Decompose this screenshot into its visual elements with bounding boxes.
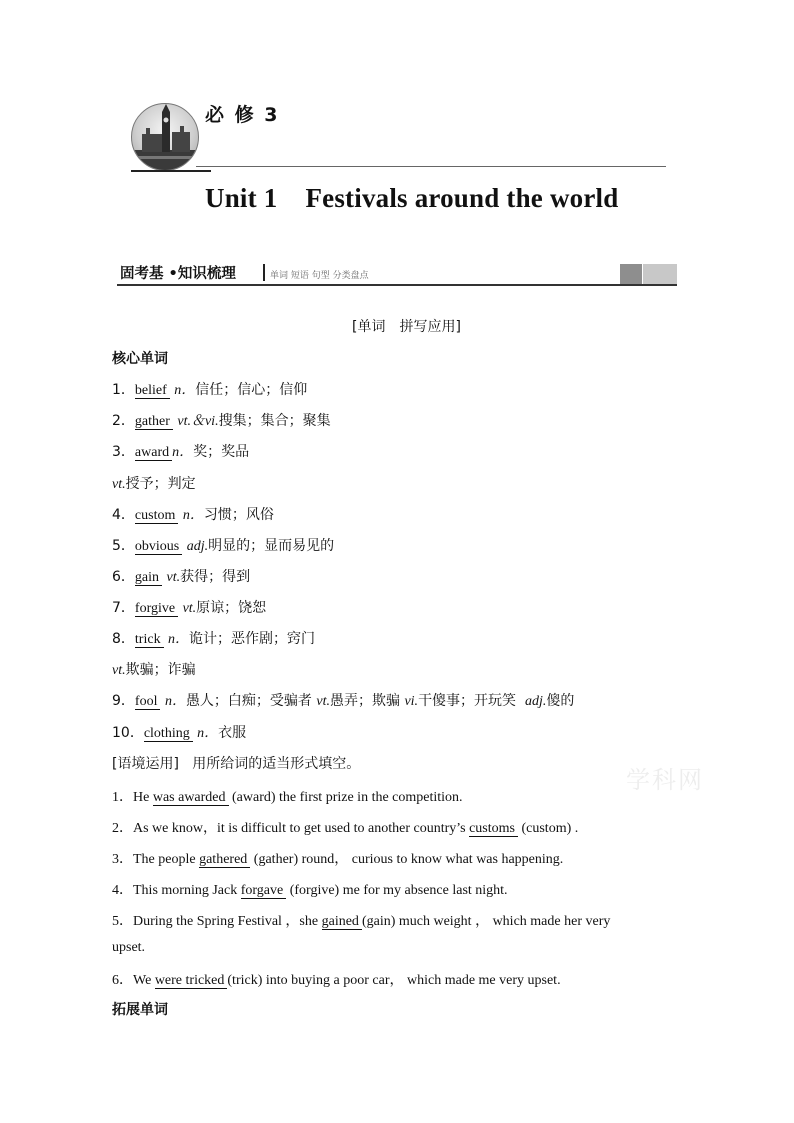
expand-words-heading: 拓展单词 xyxy=(112,1002,168,1018)
list-item: 6．gain vt.获得；得到 xyxy=(112,569,251,585)
header-rule-accent xyxy=(131,170,211,172)
context-heading: [语境运用] xyxy=(112,756,179,772)
exercise-row-continued: upset. xyxy=(112,940,146,955)
list-item: 10．clothing n．衣服 xyxy=(112,725,247,741)
answer: forgave xyxy=(241,883,287,899)
list-item: 9．fool n．愚人；白痴；受骗者 vt.愚弄；欺骗 vi.干傻事；开玩笑 adj.傻的 xyxy=(112,693,575,709)
exercise-row: 5．During the Spring Festival ，she gained(gain) much weight ， which made her very xyxy=(112,914,611,929)
context-heading-row xyxy=(112,753,360,773)
subsection-title: [单词 拼写应用] xyxy=(352,319,461,335)
section-bar xyxy=(117,262,677,286)
page-title xyxy=(205,183,618,214)
answer: customs xyxy=(469,821,518,837)
header-rule xyxy=(196,166,666,167)
list-item: 3．award n．奖；奖品 xyxy=(112,444,250,460)
unit-number: Unit 1 xyxy=(205,183,278,213)
section-subtitle: 单词 短语 句型 分类盘点 xyxy=(270,271,369,281)
list-item: 1．belief n．信任；信心；信仰 xyxy=(112,382,308,398)
list-item: 8．trick n．诡计；恶作剧；窍门 xyxy=(112,631,316,647)
list-item: vt.授予；判定 xyxy=(112,476,196,492)
unit-name: Festivals around the world xyxy=(305,183,619,213)
section-title: 固考基 •知识梳理 xyxy=(120,266,236,282)
exercise-row: 4．This morning Jack forgave (forgive) me for my absence last night. xyxy=(112,883,508,898)
list-item: 4．custom n．习惯；风俗 xyxy=(112,507,274,523)
core-words-heading: 核心单词 xyxy=(112,351,168,367)
context-instruction: 用所给词的适当形式填空。 xyxy=(192,756,361,772)
exercise-row: 6．We were tricked (trick) into buying a poor car， which made me very upset. xyxy=(112,973,561,988)
exercise-row: 3．The people gathered (gather) round， curious to know what was happening. xyxy=(112,852,564,867)
exercise-row: 2．As we know，it is difficult to get used to another country’s customs (custom) . xyxy=(112,821,579,836)
book-label: 必 修 3 xyxy=(205,104,280,126)
list-item: 5．obvious adj.明显的；显而易见的 xyxy=(112,538,335,554)
section-block-dark xyxy=(620,264,642,284)
section-divider xyxy=(263,264,265,281)
section-block-light xyxy=(643,264,677,284)
answer: gathered xyxy=(199,852,250,868)
watermark: 学科网 xyxy=(626,766,704,794)
exercise-row: 1．He was awarded (award) the first prize in the competition. xyxy=(112,790,463,805)
answer: gained xyxy=(322,914,362,930)
answer: was awarded xyxy=(153,790,229,806)
answer: were tricked xyxy=(155,973,228,989)
list-item: vt.欺骗；诈骗 xyxy=(112,662,196,678)
list-item: 7．forgive vt.原谅；饶恕 xyxy=(112,600,267,616)
landmark-logo-icon xyxy=(131,103,199,171)
list-item: 2．gather vt.＆vi.搜集；集合；聚集 xyxy=(112,413,331,429)
